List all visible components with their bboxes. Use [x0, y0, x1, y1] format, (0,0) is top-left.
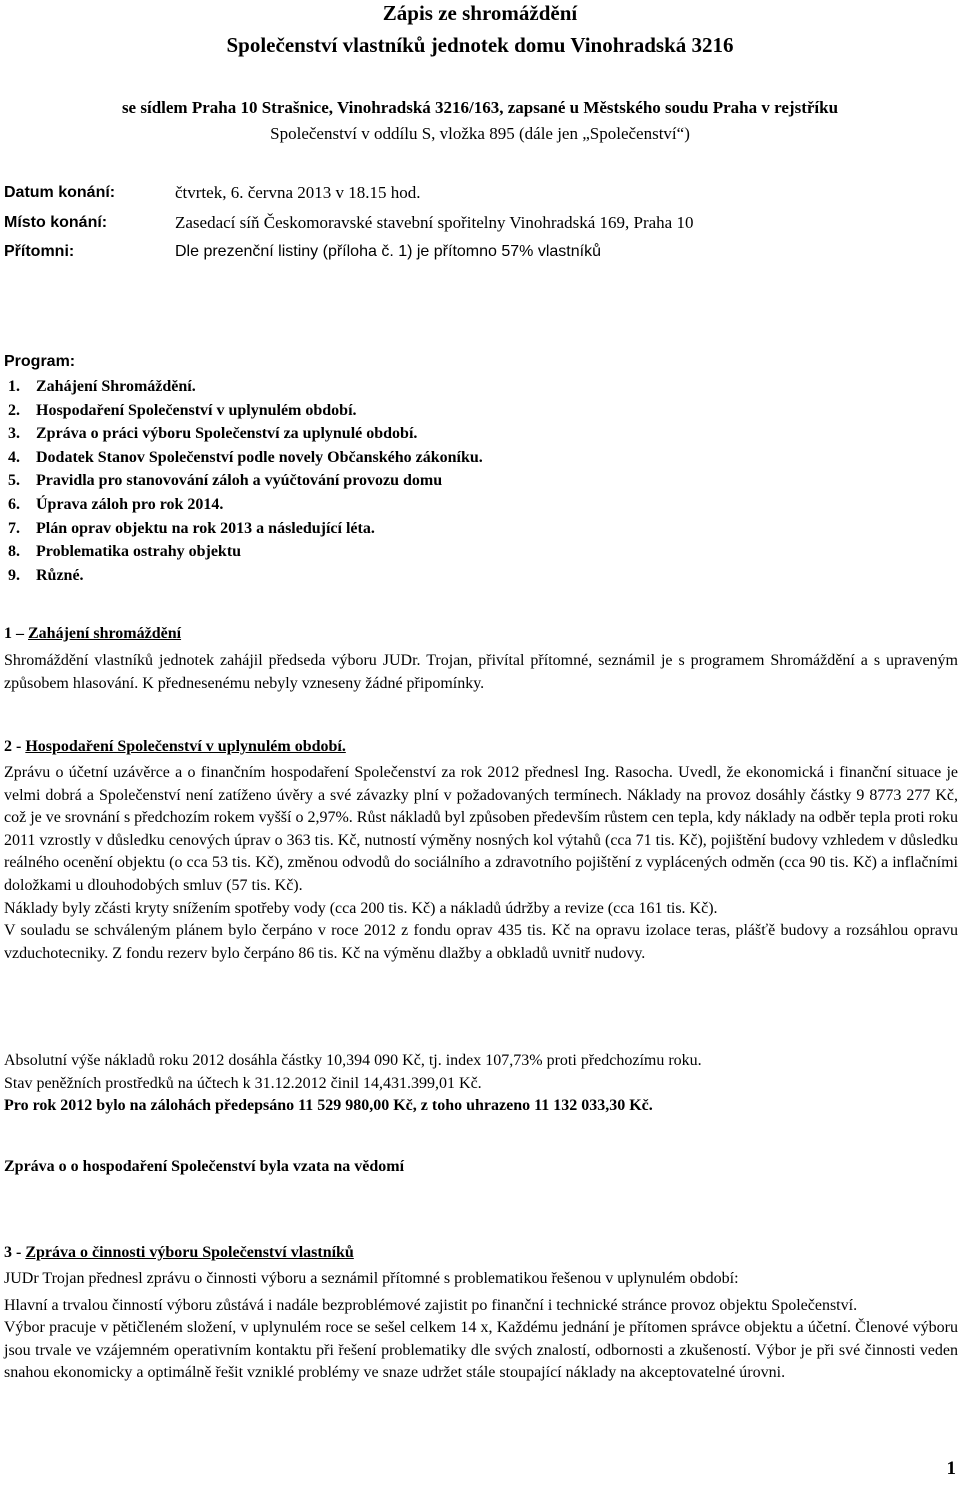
program-item-text: Dodatek Stanov Společenství podle novely Občanského zákoníku. — [36, 448, 483, 466]
section3-body — [4, 1268, 958, 1385]
section2-summary — [4, 1050, 958, 1118]
program-item — [4, 377, 483, 401]
section2-conclusion: Zpráva o o hospodaření Společenství byla vzata na vědomí — [4, 1158, 405, 1175]
section1-heading — [4, 624, 181, 643]
program-title: Program: — [4, 353, 76, 370]
program-item-number: 5. — [8, 472, 20, 490]
program-item-text: Různé. — [36, 566, 84, 584]
program-item — [4, 566, 483, 590]
program-item-number: 9. — [8, 566, 20, 584]
program-item — [4, 424, 483, 448]
section3-heading — [4, 1243, 354, 1262]
program-item-text: Zahájení Shromáždění. — [36, 378, 196, 395]
registered-office-line: se sídlem Praha 10 Strašnice, Vinohradská 3216/163, zapsané u Městského soudu Praha v rejstříku — [121, 98, 839, 117]
program-item-text: Úprava záloh pro rok 2014. — [36, 495, 224, 513]
section3-title: Zpráva o činnosti výboru Společenství vlastníků — [25, 1244, 354, 1261]
program-item-number: 8. — [8, 543, 20, 561]
program-item — [4, 542, 483, 566]
page-number: 1 — [946, 1458, 956, 1479]
program-item-number: 3. — [8, 425, 20, 443]
program-item — [4, 401, 483, 425]
meeting-place-value: Zasedací síň Českomoravské stavební spořitelny Vinohradská 169, Praha 10 — [175, 213, 694, 232]
section1-title: Zahájení shromáždění — [28, 625, 182, 642]
section3-intro: JUDr Trojan přednesl zprávu o činnosti výboru a seznámil přítomné s problematikou řešenou v uplynulém období: — [4, 1270, 739, 1287]
program-item-number: 6. — [8, 495, 20, 513]
section2-advances: Pro rok 2012 bylo na zálohách předepsáno 11 529 980,00 Kč, z toho uhrazeno 11 132 033,30 Kč. — [4, 1097, 653, 1115]
section2-body — [4, 762, 958, 965]
section3-paragraph: Výbor pracuje v pětičleném složení, v uplynulém roce se sešel celkem 14 x, Každému jednání je přítomen správce objektu a účetní. Členové výboru jsou trvale ve vzájemném operativním kontaktu při řešení problematiky dle svých znalostí, odbornosti a zkušeností. Výbor je při své činnosti veden snahou ekonomicky a optimálně řešit vzniklé problémy ve snaze udržet stále stoupající náklady na akceptovatelné úrovni. — [4, 1319, 958, 1382]
section2-total-costs: Absolutní výše nákladů roku 2012 dosáhla částky 10,394 090 Kč, tj. index 107,73% proti předchozímu roku. — [4, 1052, 702, 1069]
program-item — [4, 471, 483, 495]
program-item-number: 2. — [8, 401, 20, 419]
program-item-text: Hospodaření Společenství v uplynulém období. — [36, 401, 357, 419]
document-title: Zápis ze shromáždění — [382, 1, 578, 25]
program-item-text: Pravidla pro stanovování záloh a vyúčtování provozu domu — [36, 472, 443, 490]
program-item — [4, 519, 483, 543]
program-item-text: Zpráva o práci výboru Společenství za uplynulé období. — [36, 425, 418, 443]
meeting-place-label: Místo konání: — [4, 214, 108, 231]
section3-paragraph: Hlavní a trvalou činností výboru zůstává i nadále bezproblémové zajistit po finanční i technické stránce provoz objektu Společenství. — [4, 1296, 858, 1314]
registry-line: Společenství v oddílu S, vložka 895 (dále jen „Společenství“) — [270, 124, 690, 143]
meeting-date-value: čtvrtek, 6. června 2013 v 18.15 hod. — [175, 183, 421, 202]
meeting-present-label: Přítomni: — [4, 243, 75, 260]
section2-cash-balance: Stav peněžních prostředků na účtech k 31.12.2012 činil 14,431.399,01 Kč. — [4, 1074, 482, 1092]
program-item-number: 7. — [8, 519, 20, 537]
section2-number: 2 - — [4, 738, 26, 755]
meeting-present-value: Dle prezenční listiny (příloha č. 1) je přítomno 57% vlastníků — [175, 243, 601, 260]
section2-title: Hospodaření Společenství v uplynulém období. — [25, 738, 346, 755]
section2-paragraph: V souladu se schváleným plánem bylo čerpáno v roce 2012 z fondu oprav 435 tis. Kč na opravu izolace teras, plášťě budovy a rozsáhlou opravu vzduchotecniky. Z fondu rezerv bylo čerpáno 86 tis. Kč na výměnu dlažby a obkladů uvnitř nudovy. — [4, 922, 958, 962]
section2-heading — [4, 737, 346, 756]
program-list — [4, 377, 483, 589]
program-item-number: 4. — [8, 448, 20, 466]
document-title-association: Společenství vlastníků jednotek domu Vinohradská 3216 — [226, 33, 734, 57]
section2-paragraph: Náklady byly zčásti kryty snížením spotřeby vody (cca 200 tis. Kč) a nákladů údržby a revize (cca 161 tis. Kč). — [4, 899, 718, 917]
program-item-number: 1. — [8, 378, 20, 395]
meeting-date-label: Datum konání: — [4, 184, 116, 201]
section1-number: 1 – — [4, 625, 28, 642]
section3-number: 3 - — [4, 1244, 26, 1261]
program-item — [4, 448, 483, 472]
program-item-text: Problematika ostrahy objektu — [36, 543, 242, 561]
section1-body — [4, 650, 958, 695]
program-item — [4, 495, 483, 519]
section1-text: Shromáždění vlastníků jednotek zahájil předseda výboru JUDr. Trojan, přivítal přítomné, seznámil je s programem Shromáždění a s upraveným způsobem hlasování. K přednesenému nebyly vzneseny žádné připomínky. — [4, 652, 958, 692]
program-item-text: Plán oprav objektu na rok 2013 a následující léta. — [36, 519, 375, 537]
section2-paragraph: Zprávu o účetní uzávěrce a o finančním hospodaření Společenství za rok 2012 přednesl Ing. Rasocha. Uvedl, že ekonomická i finanční situace je velmi dobrá a Společenství není zatíženo úvěry a své závazky plní v požadovaných termínech. Náklady na provoz dosáhly částky 9 8773 277 Kč, což je ve srovnání s předchozím rokem vyšší o 2,97%. Růst nákladů byl způsoben především růstem cen tepla, kdy náklady na odběr tepla proti roku 2011 vzrostly v důsledku cenových úprav o 363 tis. Kč, nutností výměny nosných kol výtahů (cca 71 tis. Kč), pojištění budovy vzhledem v důsledku reálného ocenění objektu (o cca 53 tis. Kč), změnou odvodů do sociálního a zdravotního pojištění z vyplácených odměn (cca 90 tis. Kč) a inflačními doložkami u dlouhodobých smluv (57 tis. Kč). — [4, 764, 958, 894]
